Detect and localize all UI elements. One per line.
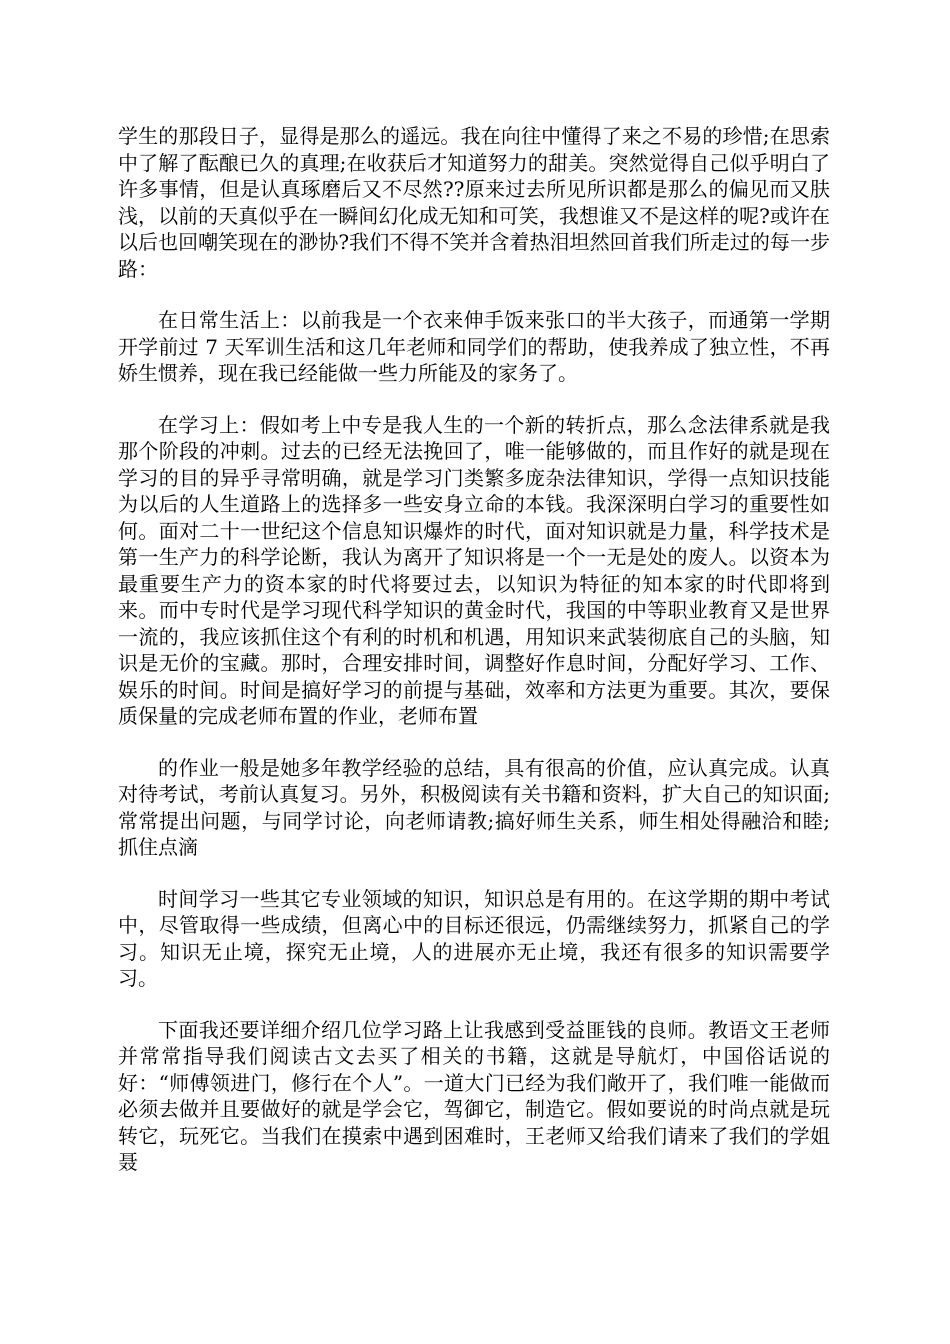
document-body [118,123,830,1176]
paragraph-2: 在日常生活上：以前我是一个衣来伸手饭来张口的半大孩子，而通第一学期开学前过 7 天军训生活和这几年老师和同学们的帮助，使我养成了独立性，不再娇生惯养，现在我已经能做一些力所能及的家务了。 [118,308,830,385]
paragraph-3: 在学习上：假如考上中专是我人生的一个新的转折点，那么念法律系就是我那个阶段的冲刺。过去的已经无法挽回了，唯一能够做的，而且作好的就是现在学习的目的异乎寻常明确，就是学习门类繁多庞杂法律知识，学得一点知识技能为以后的人生道路上的选择多一些安身立命的本钱。我深深明白学习的重要性如何。面对二十一世纪这个信息知识爆炸的时代，面对知识就是力量，科学技术是第一生产力的科学论断，我认为离开了知识将是一个一无是处的废人。以资本为最重要生产力的资本家的时代将要过去，以知识为特征的知本家的时代即将到来。而中专时代是学习现代科学知识的黄金时代，我国的中等职业教育又是世界一流的，我应该抓住这个有利的时机和机遇，用知识来武装彻底自己的头脑，知识是无价的宝藏。那时，合理安排时间，调整好作息时间，分配好学习、工作、娱乐的时间。时间是搞好学习的前提与基础，效率和方法更为重要。其次，要保质保量的完成老师布置的作业，老师布置 [118,412,830,728]
paragraph-1: 学生的那段日子，显得是那么的遥远。我在向往中懂得了来之不易的珍惜;在思索中了解了酝酿已久的真理;在收获后才知道努力的甜美。突然觉得自己似乎明白了许多事情，但是认真琢磨后又不尽然??原来过去所见所识都是那么的偏见而又肤浅，以前的天真似乎在一瞬间幻化成无知和可笑，我想谁又不是这样的呢?或许在以后也回嘲笑现在的渺协?我们不得不笑并含着热泪坦然回首我们所走过的每一步路： [118,124,830,281]
paragraph-4: 的作业一般是她多年教学经验的总结，具有很高的价值，应认真完成。认真对待考试，考前认真复习。另外，积极阅读有关书籍和资料，扩大自己的知识面;常常提出问题，与同学讨论，向老师请教;搞好师生关系，师生相处得融洽和睦;抓住点滴 [118,755,830,859]
paragraph-6: 下面我还要详细介绍几位学习路上让我感到受益匪钱的良师。教语文王老师并常常指导我们阅读古文去买了相关的书籍，这就是导航灯，中国俗话说的好：“师傅领进门，修行在个人”。一道大门已经为我们敞开了，我们唯一能做而必须去做并且要做好的就是学会它，驾御它，制造它。假如要说的时尚点就是玩转它，玩死它。当我们在摸索中遇到困难时，王老师又给我们请来了我们的学姐聂 [118,1017,830,1174]
paragraph-5: 时间学习一些其它专业领域的知识，知识总是有用的。在这学期的期中考试中，尽管取得一些成绩，但离心中的目标还很远，仍需继续努力，抓紧自己的学习。知识无止境，探究无止境，人的进展亦无止境，我还有很多的知识需要学习。 [118,886,830,990]
